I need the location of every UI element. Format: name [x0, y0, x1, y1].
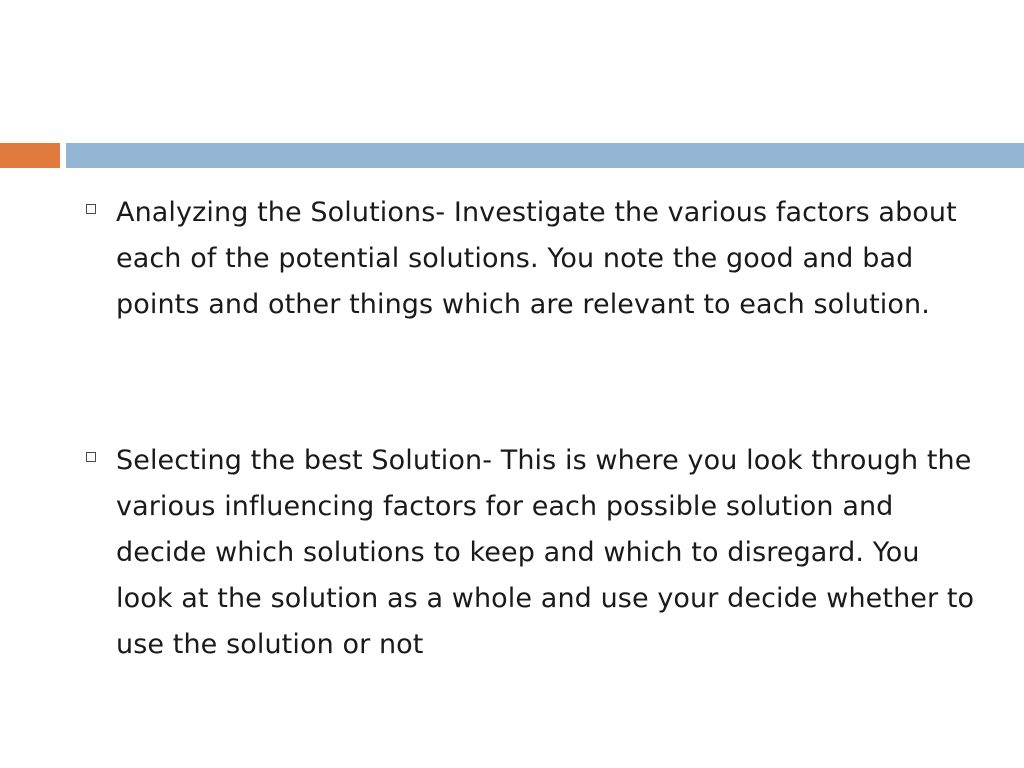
hollow-square-bullet-icon	[86, 204, 96, 214]
bullet-text: Analyzing the Solutions- Investigate the various factors about each of the potential solutions. You note the good and bad points and other things which are relevant to each solution.	[116, 197, 957, 320]
hollow-square-bullet-icon	[86, 452, 96, 462]
bullet-text: Selecting the best Solution- This is where you look through the various influencing factors for each possible solution and decide which solutions to keep and which to disregard. You look at the solution as a whole and use your decide whether to use the solution or not	[116, 445, 975, 660]
